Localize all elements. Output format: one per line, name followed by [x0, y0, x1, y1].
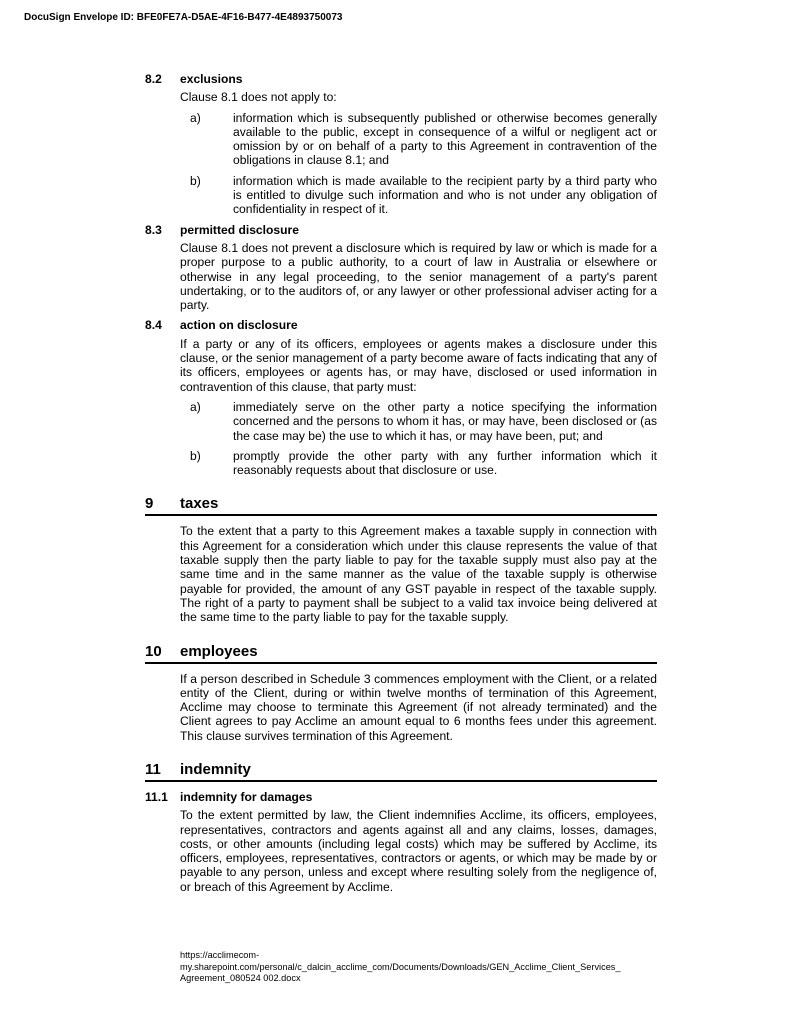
section-number: 10 — [145, 642, 162, 660]
clause-title: exclusions — [180, 72, 243, 86]
clause-11-1-heading — [145, 790, 657, 804]
section-title: employees — [180, 642, 258, 660]
list-item — [180, 449, 657, 478]
clause-8-4-heading — [145, 318, 657, 332]
clause-number: 8.4 — [145, 318, 162, 333]
clause-8-2-intro: Clause 8.1 does not apply to: — [180, 90, 337, 105]
list-item-text: promptly provide the other party with any further information which it reasonably requests about that disclosure or use. — [233, 448, 657, 478]
section-number: 9 — [145, 495, 154, 513]
footer-path-line: https://acclimecom- — [180, 950, 260, 960]
section-number: 11 — [145, 760, 161, 778]
list-item — [180, 174, 657, 217]
clause-title: permitted disclosure — [180, 222, 299, 237]
clause-number: 8.3 — [145, 222, 162, 237]
clause-8-3-heading — [145, 223, 657, 237]
docusign-envelope-id: DocuSign Envelope ID: BFE0FE7A-D5AE-4F16-B477-4E4893750073 — [24, 12, 343, 23]
clause-title: indemnity for damages — [180, 789, 313, 804]
clause-8-2-heading — [145, 72, 657, 86]
list-item-label: b) — [190, 448, 201, 463]
clause-number: 8.2 — [145, 72, 162, 86]
list-item-label: a) — [190, 110, 201, 125]
section-10-heading — [145, 643, 657, 664]
list-item-label: b) — [190, 173, 201, 188]
document-body — [145, 72, 657, 900]
list-item-text: immediately serve on the other party a notice specifying the information concerned and the persons to whom it has, or may have, been disclosed or (as the case may be) the use to which it has, or may have been, put; and — [233, 399, 657, 443]
list-item-text: information which is made available to the recipient party by a third party who is entitled to divulge such information and who is not under any obligation of confidentiality in respect of it. — [233, 173, 657, 217]
list-item — [180, 111, 657, 168]
clause-title: action on disclosure — [180, 318, 298, 333]
clause-11-1-text: To the extent permitted by law, the Client indemnifies Acclime, its officers, employees, representatives, contractors and agents against all and any claims, losses, damages, costs, or other amounts (including legal costs) which may be suffered by Acclime, its officers, employees, representatives, contractors or agents, or which may be made by or payable to any person, unless and except where resulting solely from the negligence of, or breach of this Agreement by Acclime. — [180, 808, 657, 894]
section-title: indemnity — [180, 760, 251, 778]
clause-8-4-intro: If a party or any of its officers, employees or agents makes a disclosure under this clause, or the senior management of a party become aware of facts indicating that any of its officers, employees or agents has, or may have, disclosed or used information in contravention of this clause, that party must: — [180, 336, 657, 394]
section-9-text: To the extent that a party to this Agreement makes a taxable supply in connection with this Agreement for a consideration which under this clause represents the value of that taxable supply then the party liable to pay for the taxable supply must also pay at the same time and in the same manner as the value of the taxable supply is otherwise payable for provided, the amount of any GST payable in respect of the taxable supply. The right of a party to payment shall be subject to a valid tax invoice being delivered at the same time to the party liable to pay for the taxable supply. — [180, 524, 657, 625]
clause-number: 11.1 — [145, 789, 168, 804]
document-footer — [180, 950, 660, 985]
section-title: taxes — [180, 495, 219, 513]
section-11-heading — [145, 761, 657, 782]
section-9-heading — [145, 495, 657, 516]
section-10-text: If a person described in Schedule 3 commences employment with the Client, or a related entity of the Client, during or within twelve months of termination of this Agreement, Acclime may choose to terminate this Agreement (if not already terminated) and the Client agrees to pay Acclime an amount equal to 6 months fees under this agreement. This clause survives termination of this Agreement. — [180, 671, 657, 743]
clause-8-3-text: Clause 8.1 does not prevent a disclosure which is required by law or which is made for a proper purpose to a public authority, to a court of law in Australia or elsewhere or otherwise in any legal proceeding, to the senior management of a party's parent undertaking, or to the auditors of, or any lawyer or other professional adviser acting for a party. — [180, 240, 657, 313]
footer-path-line: my.sharepoint.com/personal/c_dalcin_acclime_com/Documents/Downloads/GEN_Acclime_Client_Services_ — [180, 961, 621, 972]
list-item — [180, 400, 657, 443]
list-item-text: information which is subsequently published or otherwise becomes generally available to the public, except in consequence of a wilful or negligent act or omission by or on behalf of a party to this Agreement in contravention of the obligations in clause 8.1; and — [233, 110, 657, 168]
list-item-label: a) — [190, 399, 201, 414]
footer-path-line: Agreement_080524 002.docx — [180, 973, 301, 983]
